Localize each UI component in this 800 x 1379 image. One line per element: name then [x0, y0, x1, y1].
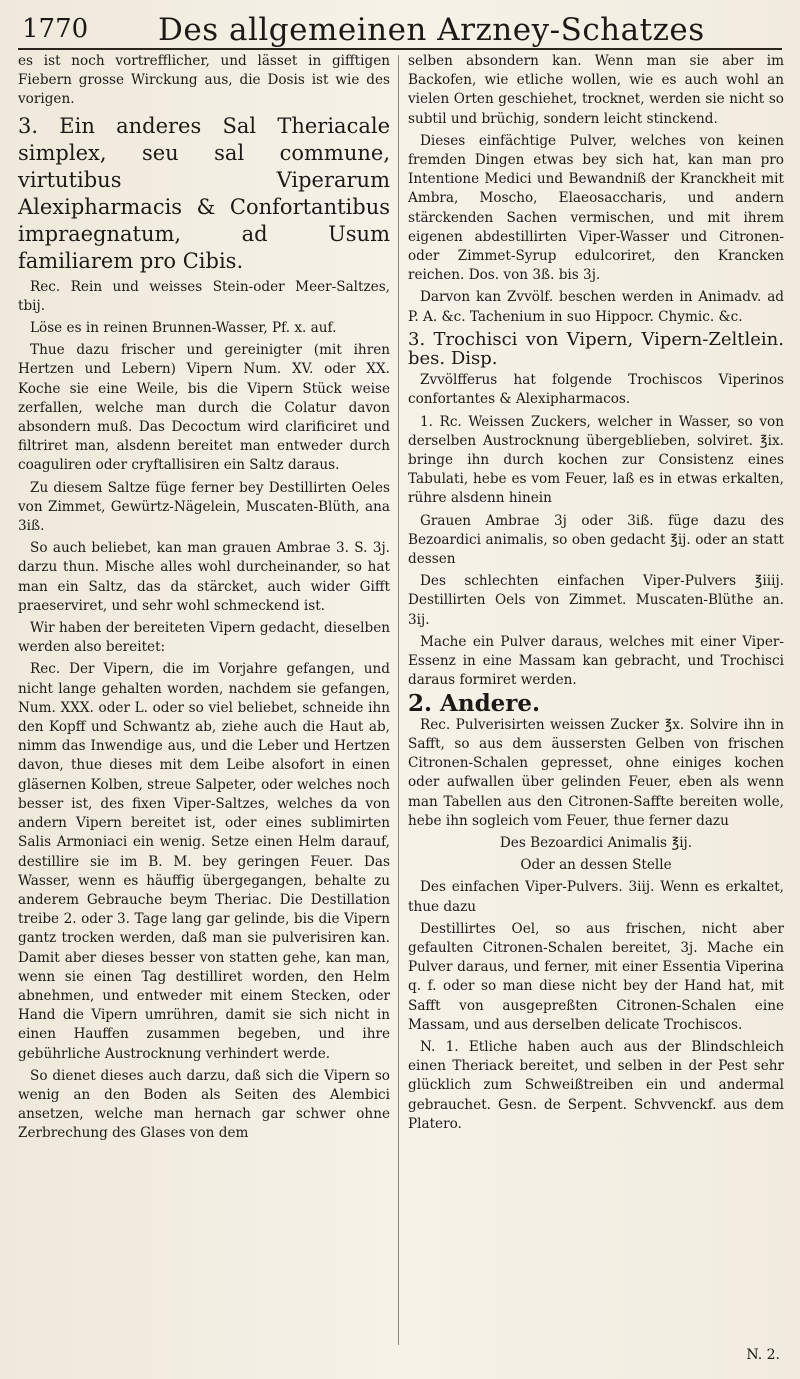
paragraph: Wir haben der bereiteten Vipern gedacht, dieselben werden also bereitet: [18, 620, 390, 656]
paragraph: Grauen Ambrae 3j oder 3iß. füge dazu des Bezoardici animalis, so oben gedacht ℥ij. oder an statt dessen [408, 512, 784, 568]
paragraph: N. 1. Etliche haben auch aus der Blindschleich einen Theriack bereitet, und selben in der Pest sehr glücklich zum Schweißtreiben ein und andermal gebrauchet. Gesn. de Serpent. Schvvenckf. aus dem Platero. [408, 1038, 784, 1132]
section-heading: 3. Trochisci von Vipern, Vipern-Zeltlein. bes. Disp. [408, 328, 784, 370]
page-number: 1770 [22, 14, 89, 44]
paragraph: Rec. Pulverisirten weissen Zucker ℥x. Solvire ihn in Safft, so aus dem äussersten Gelben von frischen Citronen-Schalen gepresset, ohne einiges kochen oder aufwallen über gelinden Feuer, eben als wenn man Tabellen aus den Citronen-Saffte bereiten wolle, hebe ihn sogleich vom Feuer, thue ferner dazu [408, 716, 784, 829]
paragraph: Des einfachen Viper-Pulvers. 3iij. Wenn es erkaltet, thue dazu [408, 879, 784, 915]
paragraph: selben absondern kan. Wenn man sie aber im Backofen, wie etliche wollen, wie es auch wohl an vielen Orten geschiehet, trocknet, werden sie nicht so subtil und brüchig, sondern leicht stinckend. [408, 53, 784, 127]
running-title: Des allgemeinen Arzney-Schatzes [158, 12, 705, 48]
paragraph: Zvvölfferus hat folgende Trochiscos Viperinos confortantes & Alexipharmacos. [408, 372, 784, 408]
paragraph: So dienet dieses auch darzu, daß sich die Vipern so wenig an den Boden als Seiten des Alembici ansetzen, welche man hernach gar schwer ohne Zerbrechung des Glases von dem [18, 1067, 390, 1142]
paragraph: Rec. Rein und weisses Stein-oder Meer-Saltzes, tbij. [18, 278, 390, 314]
paragraph: Des Bezoardici Animalis ℥ij. [499, 834, 693, 851]
paragraph: Oder an dessen Stelle [520, 857, 672, 874]
paragraph: Dieses einfächtige Pulver, welches von keinen fremden Dingen etwas bey sich hat, kan man pro Intentione Medici und Bewandniß der Kranckheit mit Ambra, Moscho, Elaeosaccharis, und andern stärckenden Sachen vermischen, und mit ihrem eigenen abdestillirten Viper-Wasser und Citronen-oder Zimmet-Syrup edulcoriret, den Krancken reichen. Dos. von 3ß. bis 3j. [408, 132, 784, 284]
paragraph: es ist noch vortrefflicher, und lässet in gifftigen Fiebern grosse Wirckung aus, die Dosis ist wie des vorigen. [18, 53, 390, 108]
paragraph: Rec. Der Vipern, die im Vorjahre gefangen, und nicht lange gehalten worden, nachdem sie gefangen, Num. XXX. oder L. oder so viel beliebet, schneide ihn den Kopff und Schwantz ab, ziehe auch die Haut ab, nimm das Inwendige aus, und die Leber und Hertzen davon, thue dieses mit dem Leibe alsofort in einen gläsernen Kolben, streue Salpeter, oder welches noch besser ist, des fixen Viper-Saltzes, welches da von andern Vipern bereitet ist, oder eines sublimirten Salis Armoniaci ein wenig. Setze einen Helm darauf, destillire sie im B. M. bey geringen Feuer. Das Wasser, wenn es häuffig übergegangen, behalte zu anderem Gebrauche beym Theriac. Die Destillation treibe 2. oder 3. Tage lang gar gelinde, bis die Vipern gantz trocken werden, daß man sie pulverisiren kan. Damit aber dieses besser von statten gehe, kan man, wenn sie einen Tag destilliret worden, den Helm abnehmen, und entweder mit einem Stecken, oder Hand die Vipern umrühren, damit sie sich nicht in einen Hauffen zusammen begeben, und ihre gebührliche Austrocknung verhindert werde. [18, 661, 390, 1062]
paragraph: Darvon kan Zvvölf. beschen werden in Animadv. ad P. A. &c. Tachenium in suo Hippocr. Chymic. &c. [408, 289, 784, 325]
paragraph: Des schlechten einfachen Viper-Pulvers ℥iiij. Destillirten Oels von Zimmet. Muscaten-Blüthe an. 3ij. [408, 573, 784, 628]
running-header [18, 12, 782, 50]
section-heading: 2. Andere. [408, 689, 541, 717]
paragraph: Thue dazu frischer und gereinigter (mit ihren Hertzen und Lebern) Vipern Num. XV. oder XX. Koche sie eine Weile, bis die Vipern Stück weise zerfallen, welche man durch die Colatur davon absondern muß. Das Decoctum wird clarificiret und filtriret man, alsdenn bereitet man entweder durch coaguliren oder cryftallisiren ein Saltz daraus. [18, 342, 390, 474]
catchword: N. 2. [746, 1347, 780, 1363]
section-heading: 3. Ein anderes Sal Theriacale simplex, seu sal commune, virtutibus Viperarum Alexipharmacis & Confortantibus impraegnatum, ad Usum familiarem pro Cibis. [18, 113, 390, 273]
paragraph: Löse es in reinen Brunnen-Wasser, Pf. x. auf. [30, 320, 337, 337]
paragraph: So auch beliebet, kan man grauen Ambrae 3. S. 3j. darzu thun. Mische alles wohl durcheinander, so hat man ein Saltz, das da stärcket, auch wider Gifft praeserviret, und sehr wohl schmeckend ist. [18, 540, 390, 614]
column-divider [398, 55, 399, 1345]
right-column [408, 52, 784, 1137]
paragraph: Destillirtes Oel, so aus frischen, nicht aber gefaulten Citronen-Schalen bereitet, 3j. Mache ein Pulver daraus, und ferner, mit einer Essentia Viperina q. f. oder so man diese nicht bey der Hand hat, mit Safft von ausgepreßten Citronen-Schalen eine Massam, und aus derselben delicate Trochiscos. [408, 920, 784, 1033]
paragraph: Mache ein Pulver daraus, welches mit einer Viper-Essenz in eine Massam kan gebracht, und Trochisci daraus formiret werden. [408, 633, 784, 689]
left-column [18, 52, 390, 1147]
paragraph: 1. Rc. Weissen Zuckers, welcher in Wasser, so von derselben Austrocknung übergeblieben, solviret. ℥ix. bringe ihn durch kochen zur Consistenz eines Tabulati, hebe es vom Feuer, laß es in etwas erkalten, rühre alsdenn hinein [408, 413, 784, 507]
paragraph: Zu diesem Saltze füge ferner bey Destillirten Oeles von Zimmet, Gewürtz-Nägelein, Muscaten-Blüth, ana 3iß. [18, 479, 390, 535]
